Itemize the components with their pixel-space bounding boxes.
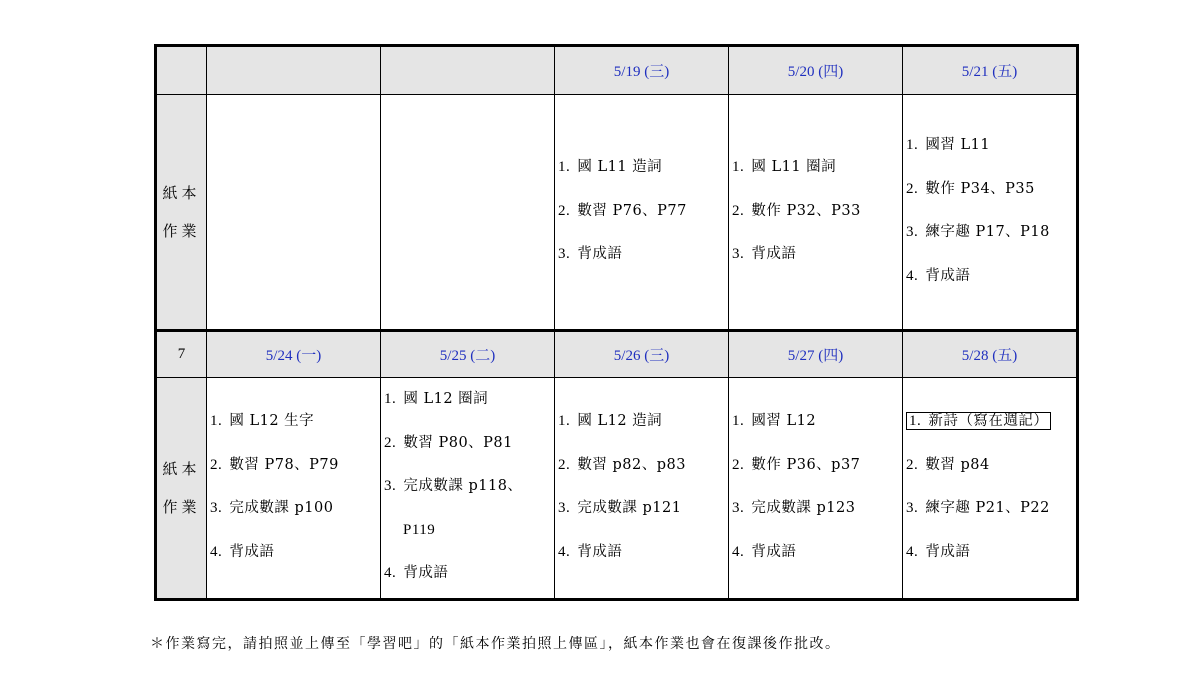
homework-item: 1. 國 L12 生字 <box>210 413 315 429</box>
homework-item: 2. 數作 P36、p37 <box>732 456 861 473</box>
homework-item: 1. 國 L11 圈詞 <box>732 159 837 175</box>
date-header-fri: 5/21 (五) <box>903 47 1076 95</box>
homework-item: 4. 背成語 <box>732 543 797 560</box>
homework-list <box>207 400 380 574</box>
homework-item: 2. 數作 P32、P33 <box>732 202 861 219</box>
date-header-thu: 5/20 (四) <box>729 47 903 95</box>
homework-item: 4. 背成語 <box>906 543 971 560</box>
homework-list <box>555 146 728 277</box>
homework-item-continuation: P119 <box>403 521 436 538</box>
homework-cell-5-26 <box>555 378 729 598</box>
week-number-cell: 7 <box>157 332 207 378</box>
footnote: ＊作業寫完，請拍照並上傳至「學習吧」的「紙本作業拍照上傳區」，紙本作業也會在復課後作批改。 <box>150 636 841 652</box>
date-header-tue: 5/25 (二) <box>381 332 555 378</box>
homework-item: 1. 國 L12 造詞 <box>558 413 663 429</box>
homework-item: 2. 數習 P76、P77 <box>558 202 687 219</box>
empty-cell <box>207 95 381 329</box>
homework-item: 1. 國 L11 造詞 <box>558 159 663 175</box>
homework-cell-5-19 <box>555 95 729 329</box>
date-header-thu: 5/27 (四) <box>729 332 903 378</box>
homework-list <box>555 400 728 574</box>
homework-cell-5-25 <box>381 378 555 598</box>
date-header-wed: 5/26 (三) <box>555 332 729 378</box>
homework-item: 3. 完成數課 p121 <box>558 500 682 516</box>
homework-cell-5-27 <box>729 378 903 598</box>
homework-item: 1. 國習 L11 <box>906 137 991 153</box>
homework-list <box>381 378 554 596</box>
empty-cell <box>381 95 555 329</box>
date-header-mon <box>207 47 381 95</box>
homework-list <box>903 400 1076 574</box>
row-label-text: 紙本 作業 <box>162 460 201 516</box>
homework-item <box>906 400 1076 444</box>
week-number-cell <box>157 47 207 95</box>
homework-item: 2. 數習 p82、p83 <box>558 456 686 473</box>
homework-item: 2. 數習 p84 <box>906 456 990 473</box>
date-header-wed: 5/19 (三) <box>555 47 729 95</box>
date-header-fri: 5/28 (五) <box>903 332 1076 378</box>
row-label <box>157 95 207 329</box>
homework-item: 1. 國習 L12 <box>732 413 817 429</box>
homework-item: 4. 背成語 <box>210 543 275 560</box>
homework-schedule-table <box>154 44 1079 601</box>
row-label-text: 紙本 作業 <box>162 184 201 240</box>
homework-item: 3. 練字趣 P21、P22 <box>906 500 1050 516</box>
boxed-homework-item: 1. 新詩（寫在週記） <box>906 412 1051 430</box>
homework-item: 2. 數習 P80、P81 <box>384 434 513 451</box>
homework-list <box>729 146 902 277</box>
homework-cell-5-20 <box>729 95 903 329</box>
date-header-tue <box>381 47 555 95</box>
homework-cell-5-28 <box>903 378 1076 598</box>
homework-item: 3. 完成數課 p118、 <box>384 478 523 494</box>
homework-item: 4. 背成語 <box>558 543 623 560</box>
homework-item: 3. 完成數課 p100 <box>210 500 334 516</box>
homework-list <box>729 400 902 574</box>
homework-item: 2. 數習 P78、P79 <box>210 456 339 473</box>
homework-item: 4. 背成語 <box>384 565 449 581</box>
homework-item: 3. 完成數課 p123 <box>732 500 856 516</box>
homework-item: 3. 背成語 <box>558 246 623 262</box>
homework-item: 3. 背成語 <box>732 246 797 262</box>
date-header-mon: 5/24 (一) <box>207 332 381 378</box>
row-label <box>157 378 207 598</box>
homework-item: 2. 數作 P34、P35 <box>906 180 1035 197</box>
homework-cell-5-21 <box>903 95 1076 329</box>
homework-item: 1. 國 L12 圈詞 <box>384 391 489 407</box>
homework-cell-5-24 <box>207 378 381 598</box>
homework-item: 4. 背成語 <box>906 267 971 284</box>
homework-list <box>903 124 1076 298</box>
homework-item: 3. 練字趣 P17、P18 <box>906 224 1050 240</box>
